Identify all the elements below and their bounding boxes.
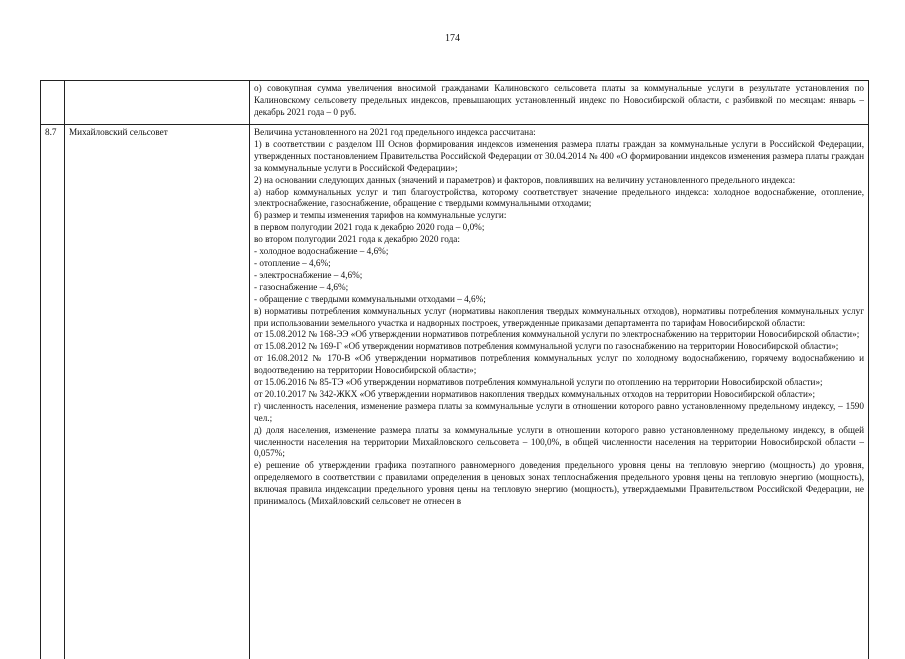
paragraph: - отопление – 4,6%; — [254, 258, 864, 270]
paragraph: 1) в соответствии с разделом III Основ формирования индексов изменения размера платы граждан за коммунальные услуги в Российской Федерации, утвержденных постановлением Правительства Российской Федерации от 30.04.2014 № 400 «О формировании индексов изменения размера платы граждан за коммунальные услуги в Российской Федерации»; — [254, 139, 864, 175]
municipality-name-cell: Михайловский сельсовет — [65, 125, 250, 659]
page-number: 174 — [0, 33, 905, 44]
paragraph: - газоснабжение – 4,6%; — [254, 282, 864, 294]
paragraph: Величина установленного на 2021 год предельного индекса рассчитана: — [254, 127, 864, 139]
tariff-index-table — [40, 80, 869, 659]
paragraph: от 15.06.2016 № 85-ТЭ «Об утверждении нормативов потребления коммунальной услуги по отоплению на территории Новосибирской области»; — [254, 377, 864, 389]
paragraph: г) численность населения, изменение размера платы за коммунальные услуги в отношении которого равно установленному предельному индексу, – 1590 чел.; — [254, 401, 864, 425]
row-number-cell — [41, 81, 65, 125]
paragraph: - электроснабжение – 4,6%; — [254, 270, 864, 282]
paragraph: - обращение с твердыми коммунальными отходами – 4,6%; — [254, 294, 864, 306]
paragraph: от 16.08.2012 № 170-В «Об утверждении нормативов потребления коммунальных услуг по холодному водоснабжению, горячему водоснабжению и водоотведению на территории Новосибирской области»; — [254, 353, 864, 377]
paragraph: во втором полугодии 2021 года к декабрю 2020 года: — [254, 234, 864, 246]
paragraph: б) размер и темпы изменения тарифов на коммунальные услуги: — [254, 210, 864, 222]
table-row — [41, 125, 869, 659]
municipality-name-cell — [65, 81, 250, 125]
paragraph: 2) на основании следующих данных (значений и параметров) и факторов, повлиявших на величину установленного предельного индекса: — [254, 175, 864, 187]
paragraph: в) нормативы потребления коммунальных услуг (нормативы накопления твердых коммунальных отходов), нормативы потребления коммунальных услуг при использовании земельного участка и надворных построек, утвержденные приказами департамента по тарифам Новосибирской области: — [254, 306, 864, 330]
row-number-cell: 8.7 — [41, 125, 65, 659]
paragraph: д) доля населения, изменение размера платы за коммунальные услуги в отношении которого равно установленному предельному индексу, в общей численности населения на территории Михайловского сельсовета – 100,0%, в общей численности населения на территории Новосибирской области – 0,057%; — [254, 425, 864, 461]
paragraph: от 20.10.2017 № 342-ЖКХ «Об утверждении нормативов накопления твердых коммунальных отходов на территории Новосибирской области»; — [254, 389, 864, 401]
paragraph: от 15.08.2012 № 168-ЭЭ «Об утверждении нормативов потребления коммунальной услуги по электроснабжению на территории Новосибирской области»; — [254, 329, 864, 341]
paragraph: от 15.08.2012 № 169-Г «Об утверждении нормативов потребления коммунальной услуги по газоснабжению на территории Новосибирской области»; — [254, 341, 864, 353]
paragraph: а) набор коммунальных услуг и тип благоустройства, которому соответствует значение предельного индекса: холодное водоснабжение, отопление, электроснабжение, газоснабжение, обращение с твердыми коммунальными отходами; — [254, 187, 864, 211]
description-cell — [250, 125, 869, 659]
description-cell — [250, 81, 869, 125]
paragraph: в первом полугодии 2021 года к декабрю 2020 года – 0,0%; — [254, 222, 864, 234]
paragraph: е) решение об утверждении графика поэтапного равномерного доведения предельного уровня цены на тепловую энергию (мощность) до уровня, определяемого в соответствии с правилами определения в ценовых зонах теплоснабжения предельного уровня цены на тепловую энергию (мощность), включая правила индексации предельного уровня цены на тепловую энергию (мощность), утверждаемыми Правительством Российской Федерации, не принималось (Михайловский сельсовет не отнесен в — [254, 460, 864, 508]
table-row — [41, 81, 869, 125]
paragraph: - холодное водоснабжение – 4,6%; — [254, 246, 864, 258]
paragraph: о) совокупная сумма увеличения вносимой гражданами Калиновского сельсовета платы за коммунальные услуги в результате установления по Калиновскому сельсовету предельных индексов, превышающих установленный индекс по Новосибирской области, с разбивкой по месяцам: январь – декабрь 2021 года – 0 руб. — [254, 83, 864, 119]
